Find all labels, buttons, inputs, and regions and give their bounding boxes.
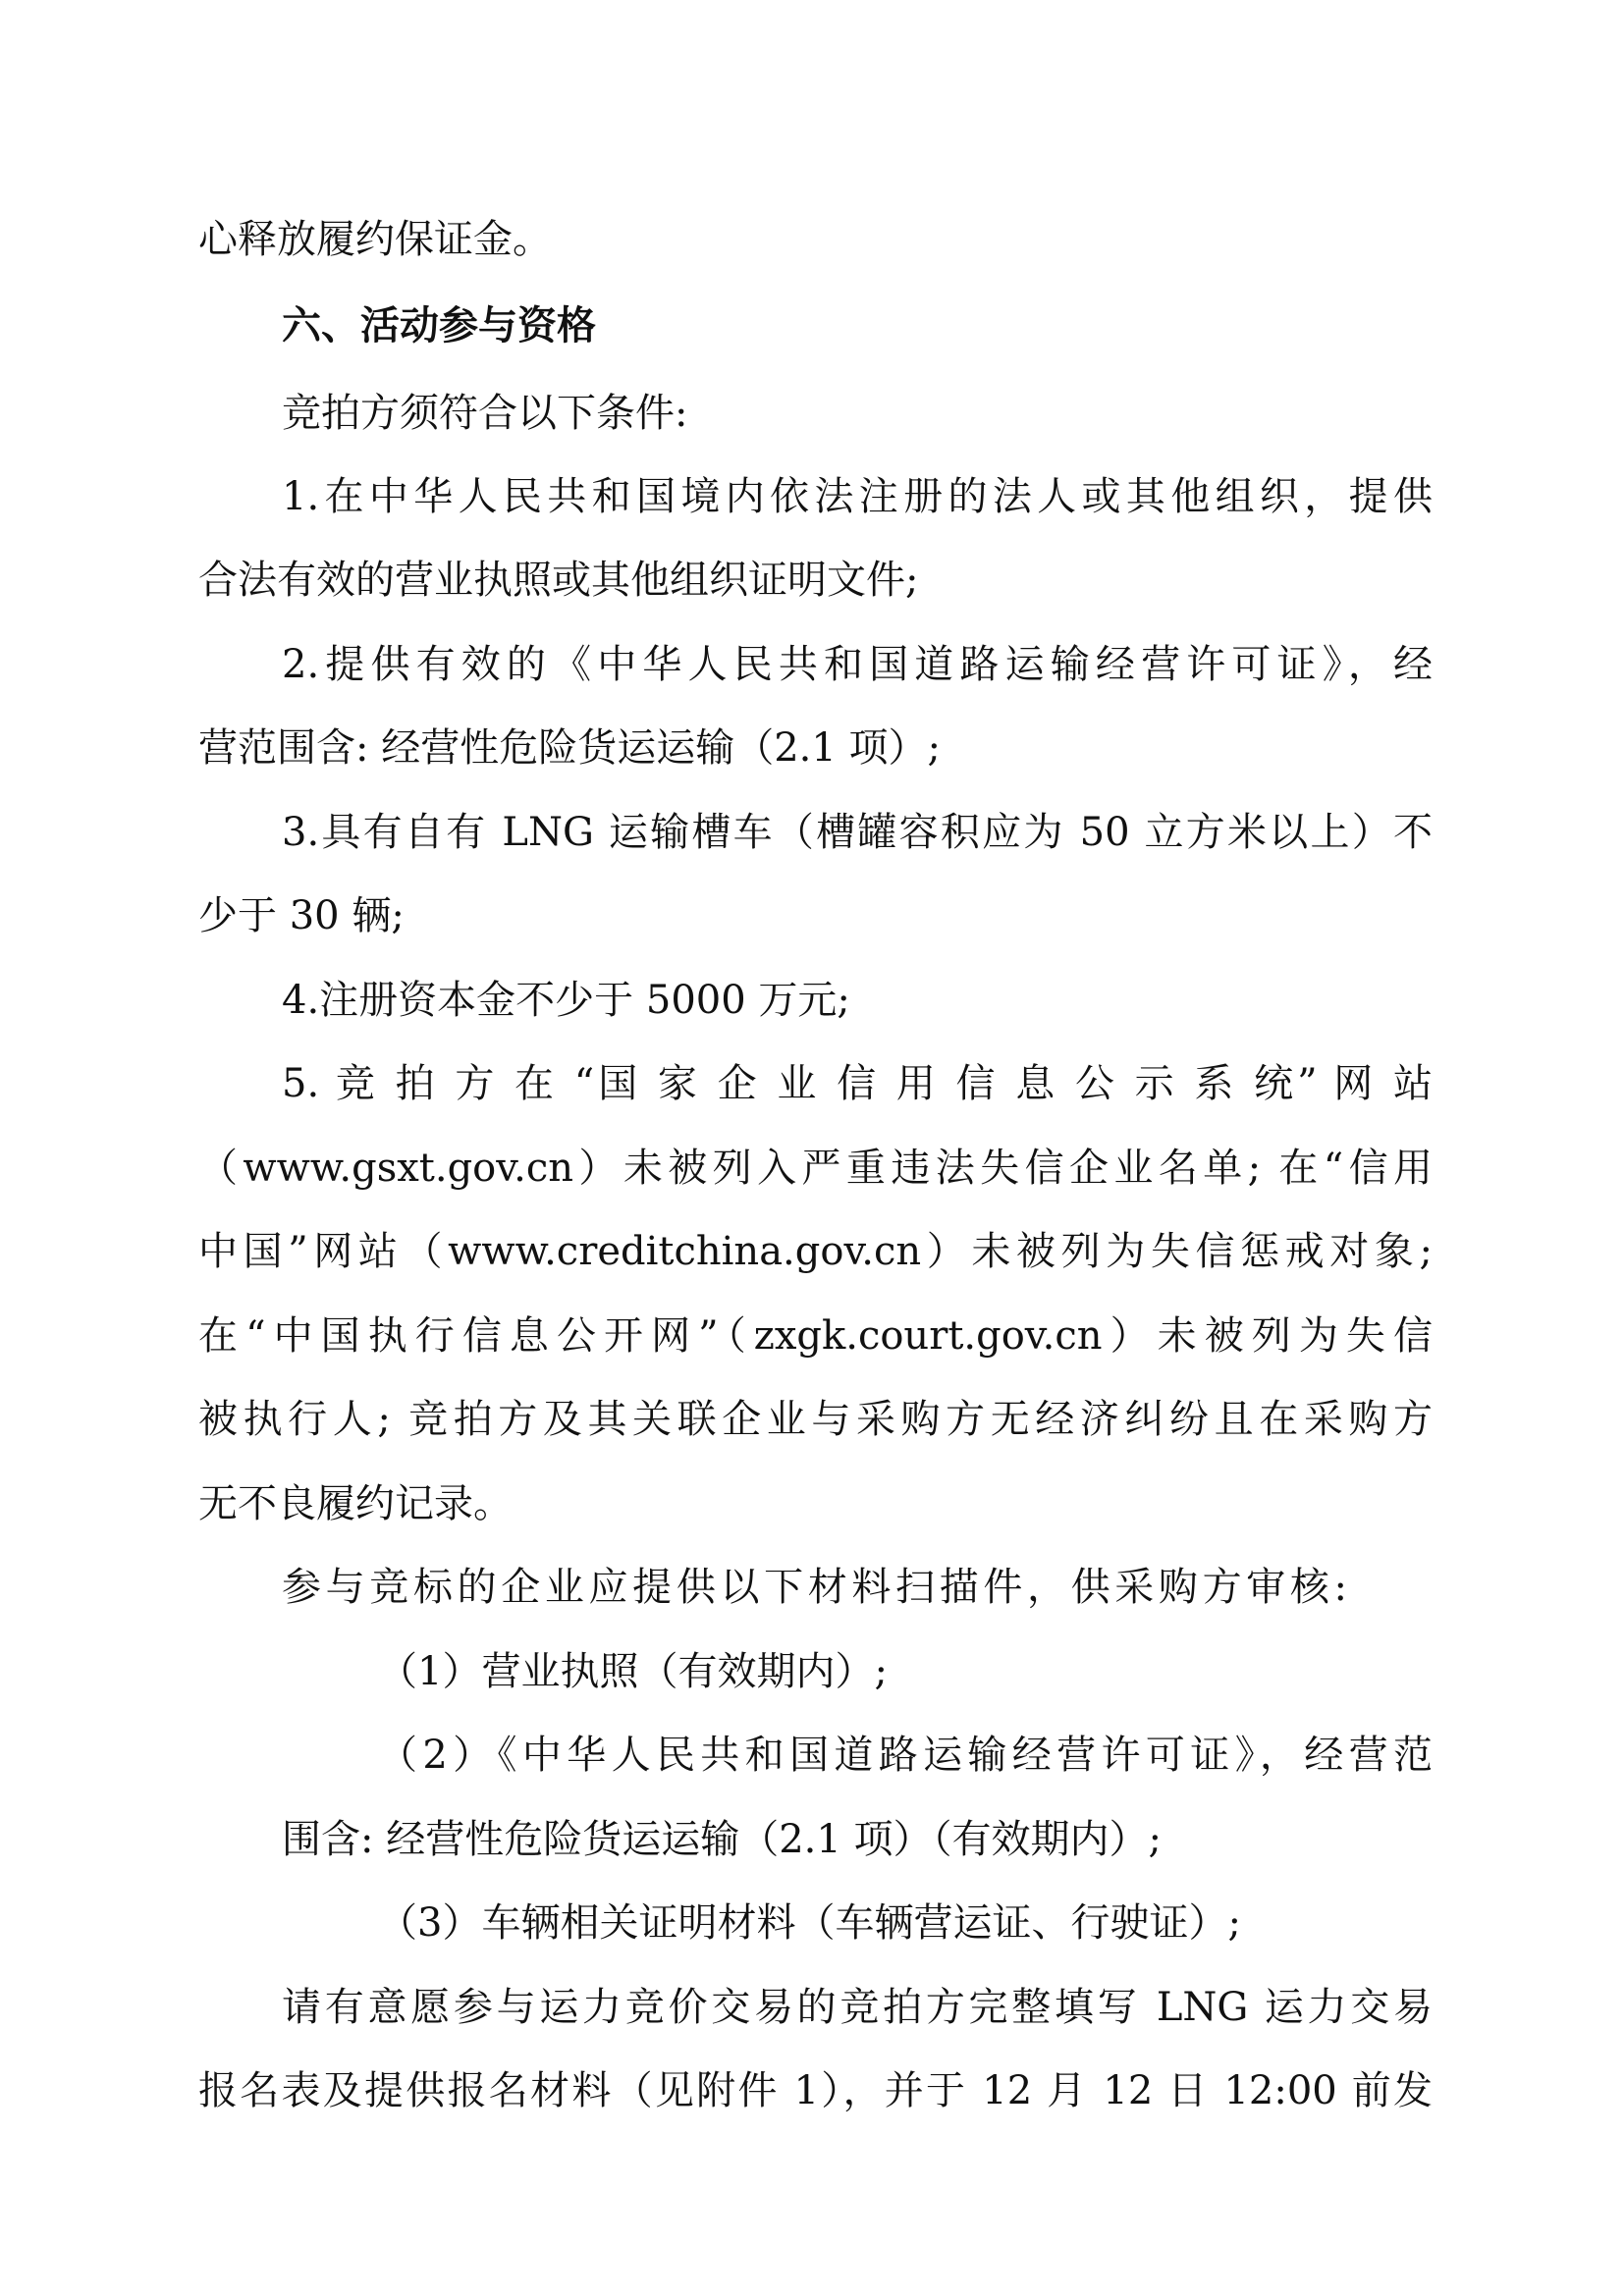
paragraph-line-14: 在“中国执行信息公开网”（zxgk.court.gov.cn）未被列为失信 bbox=[198, 1313, 1433, 1359]
material-item-3: （3）车辆相关证明材料（车辆营运证、行驶证）; bbox=[378, 1900, 1241, 1946]
material-item-2-continued: 围含: 经营性危险货运运输（2.1 项）（有效期内）; bbox=[282, 1817, 1162, 1862]
paragraph-line-23: 报名表及提供报名材料（见附件 1），并于 12 月 12 日 12:00 前发 bbox=[198, 2068, 1433, 2113]
paragraph-line-11: 5. 竞 拍 方 在 “国 家 企 业 信 用 信 息 公 示 系 统” 网 站 bbox=[282, 1061, 1433, 1106]
paragraph-line-1: 心释放履约保证金。 bbox=[198, 217, 552, 262]
paragraph-line-13: 中国”网站（www.creditchina.gov.cn）未被列为失信惩戒对象; bbox=[198, 1229, 1433, 1274]
paragraph-line-10: 4.注册资本金不少于 5000 万元; bbox=[282, 978, 850, 1023]
material-item-1: （1）营业执照（有效期内）; bbox=[378, 1649, 888, 1694]
paragraph-line-5: 合法有效的营业执照或其他组织证明文件; bbox=[198, 558, 919, 603]
paragraph-line-16: 无不良履约记录。 bbox=[198, 1481, 513, 1526]
paragraph-line-8: 3.具有自有 LNG 运输槽车（槽罐容积应为 50 立方米以上）不 bbox=[282, 810, 1433, 855]
paragraph-line-7: 营范围含: 经营性危险货运运输（2.1 项）; bbox=[198, 725, 941, 771]
material-item-2: （2）《中华人民共和国道路运输经营许可证》，经营范 bbox=[378, 1733, 1433, 1778]
paragraph-line-9: 少于 30 辆; bbox=[198, 893, 405, 938]
paragraph-line-15: 被执行人; 竞拍方及其关联企业与采购方无经济纠纷且在采购方 bbox=[198, 1397, 1433, 1442]
paragraph-line-4: 1.在中华人民共和国境内依法注册的法人或其他组织，提供 bbox=[282, 474, 1433, 519]
section-heading: 六、活动参与资格 bbox=[282, 303, 596, 348]
paragraph-line-17: 参与竞标的企业应提供以下材料扫描件，供采购方审核: bbox=[282, 1565, 1347, 1610]
paragraph-line-12: （www.gsxt.gov.cn）未被列入严重违法失信企业名单; 在“信用 bbox=[198, 1146, 1433, 1191]
paragraph-line-22: 请有意愿参与运力竞价交易的竞拍方完整填写 LNG 运力交易 bbox=[282, 1985, 1433, 2030]
paragraph-line-3: 竞拍方须符合以下条件: bbox=[282, 391, 688, 436]
paragraph-line-6: 2.提供有效的《中华人民共和国道路运输经营许可证》，经 bbox=[282, 642, 1433, 687]
